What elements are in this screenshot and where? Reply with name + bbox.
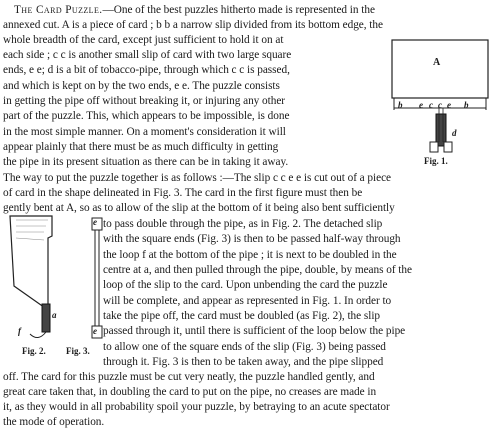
figure-1-label-d: d — [452, 128, 457, 138]
article-line: will be complete, and appear as represented in Fig. 1. In order to — [103, 295, 392, 307]
article-line-text: —One of the best puzzles hitherto made is represented in the — [102, 4, 375, 16]
article-line: passed through it, until there is sufficient of the loop below the pipe — [103, 325, 406, 337]
figure-1-illustration — [390, 38, 490, 158]
article-line: to allow one of the square ends of the slip (Fig. 3) being passed — [103, 341, 386, 353]
figure-1-label-b: b — [464, 100, 469, 110]
article-line: centre at a, and then pulled through the pipe, double, by means of the — [103, 264, 412, 276]
article-line: the mode of operation. — [3, 416, 105, 428]
article-line: the pipe in its present situation as there can be in taking it away. — [3, 156, 289, 168]
article-line: of card in the shape delineated in Fig. 3. The card in the first figure must then be — [3, 187, 363, 199]
figure-1-label-c: c — [438, 100, 442, 110]
article-line: ends, e e; d is a bit of tobacco-pipe, through which c c is passed, — [3, 64, 290, 76]
article-line: part of the puzzle. This, which appears to be impossible, is done — [3, 110, 290, 122]
figure-1-label-c: c — [429, 100, 433, 110]
article-line: and which is kept on by the two ends, e e. The puzzle consists — [3, 80, 280, 92]
figure-2-label-a: a — [52, 310, 57, 320]
article-line: to pass double through the pipe, as in Fig. 2. The detached slip — [103, 218, 383, 230]
article-line: whole breadth of the card, except just sufficient to hold it on at — [3, 34, 284, 46]
figure-3-illustration — [90, 216, 106, 342]
article-line: annexed cut. A is a piece of card ; b b a narrow slip divided from its bottom edge, the — [3, 19, 383, 31]
article-line: gently bent at A, so as to allow of the slip at the bottom of it being also bent sufficiently — [3, 202, 395, 214]
figure-3-label-e: e — [93, 217, 97, 227]
figure-1-label-e: e — [419, 100, 423, 110]
figure-2-illustration — [8, 214, 70, 342]
article-line: each side ; c c is another small slip of card with two large square — [3, 49, 292, 61]
article-line: appear plainly that there must be as much difficulty in getting — [3, 141, 279, 153]
article-line: with the square ends (Fig. 3) is then to be passed half-way through — [103, 233, 401, 245]
article-line: great care taken that, in doubling the card to put on the pipe, no creases are made in — [3, 386, 377, 398]
figure-3-label-e: e — [93, 326, 97, 336]
article-line: off. The card for this puzzle must be cut very neatly, the puzzle handled gently, and — [3, 371, 375, 383]
article-line: the loop f at the bottom of the pipe ; it is next to be doubled in the — [103, 249, 397, 261]
figure-1-caption: Fig. 1. — [424, 156, 448, 166]
article-title: The Card Puzzle. — [14, 4, 103, 16]
figure-1-label-a: A — [433, 57, 441, 68]
article-line: loop of the slip to the card. Upon unbending the card the puzzle — [103, 279, 388, 291]
article-line: take the pipe off, the card must be doubled (as Fig. 2), the slip — [103, 310, 381, 322]
article-line: through it. Fig. 3 is then to be taken away, and the pipe slipped — [103, 356, 384, 368]
figure-1-label-e: e — [447, 100, 451, 110]
article-line: in getting the pipe off without breaking it, or injuring any other — [3, 95, 285, 107]
figure-1-label-b: b — [398, 100, 403, 110]
figure-2-caption: Fig. 2. — [22, 346, 46, 356]
article-line — [14, 3, 375, 19]
article-line: The way to put the puzzle together is as follows :—The slip c c e e is cut out of a piece — [3, 172, 391, 184]
article-line: in the most simple manner. On a moment's consideration it will — [3, 126, 286, 138]
figure-2-label-f: f — [18, 326, 21, 336]
figure-3-caption: Fig. 3. — [66, 346, 90, 356]
article-line: it, as they would in all probability spoil your puzzle, by betraying to an acute spectator — [3, 401, 390, 413]
